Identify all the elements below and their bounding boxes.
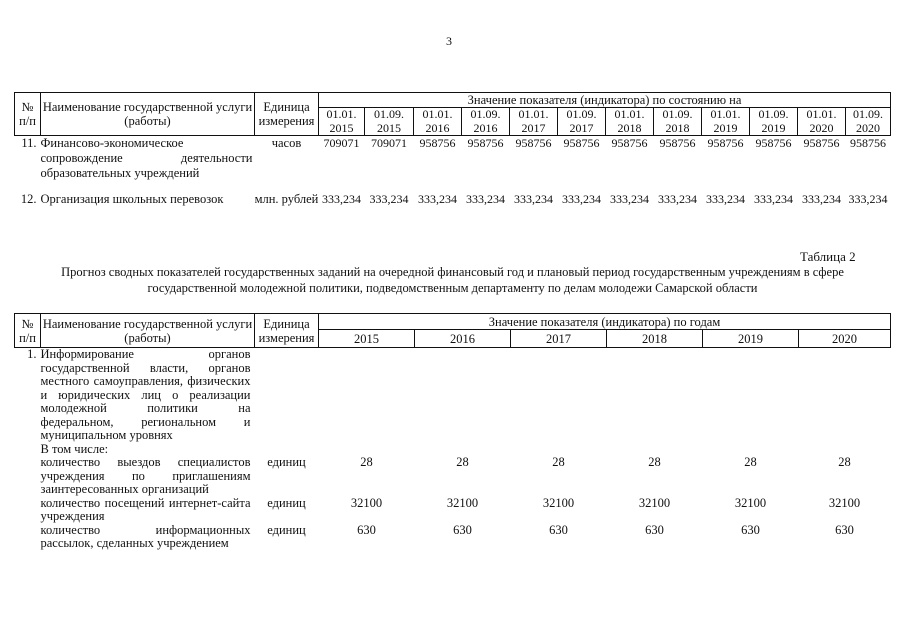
header-date: 01.01. 2020 bbox=[798, 108, 846, 136]
value-cell: 32100 bbox=[734, 495, 767, 510]
value-cell: 630 bbox=[741, 522, 760, 537]
value-cell: 333,234 bbox=[466, 191, 505, 206]
value-cell: 32100 bbox=[828, 495, 861, 510]
value-cell: 333,234 bbox=[418, 191, 457, 206]
header-unit: Единица измерения bbox=[255, 314, 319, 348]
header-service-name: Наименование государственной услуги (работы) bbox=[41, 93, 255, 136]
table-row bbox=[15, 443, 891, 457]
indicator-name: количество выездов специалистов учреждения по приглашениям заинтересованных организаций bbox=[40, 455, 251, 496]
header-date: 01.01. 2018 bbox=[606, 108, 654, 136]
header-date: 01.01. 2015 bbox=[319, 108, 365, 136]
value-cell: 630 bbox=[357, 522, 376, 537]
header-date: 01.09. 2016 bbox=[462, 108, 510, 136]
value-cell: 333,234 bbox=[322, 191, 361, 206]
unit: единиц bbox=[267, 522, 306, 537]
table-row bbox=[15, 524, 891, 551]
value-cell: 630 bbox=[549, 522, 568, 537]
value-cell: 333,234 bbox=[706, 191, 745, 206]
row-num: 11. bbox=[21, 136, 37, 150]
unit: единиц bbox=[267, 495, 306, 510]
value-cell: 709071 bbox=[371, 136, 407, 150]
header-date: 01.01. 2019 bbox=[702, 108, 750, 136]
value-cell: 958756 bbox=[755, 136, 792, 150]
table-label: Таблица 2 bbox=[800, 249, 856, 264]
value-cell: 32100 bbox=[350, 495, 383, 510]
header-date: 01.09. 2020 bbox=[846, 108, 891, 136]
value-cell: 958756 bbox=[707, 136, 744, 150]
value-cell: 958756 bbox=[563, 136, 600, 150]
value-cell: 333,234 bbox=[754, 191, 793, 206]
value-cell: 630 bbox=[645, 522, 664, 537]
value-cell: 28 bbox=[552, 455, 565, 469]
value-cell: 28 bbox=[360, 455, 373, 469]
value-cell: 630 bbox=[453, 522, 472, 537]
indicator-table-dates bbox=[14, 92, 891, 226]
value-cell: 28 bbox=[838, 455, 851, 469]
indicator-name: количество посещений интернет-сайта учреждения bbox=[40, 495, 251, 523]
page-number: 3 bbox=[446, 34, 452, 48]
value-cell: 709071 bbox=[323, 136, 360, 150]
value-cell: 333,234 bbox=[514, 191, 553, 206]
value-cell: 32100 bbox=[638, 495, 671, 510]
header-date: 01.09. 2017 bbox=[558, 108, 606, 136]
header-year: 2017 bbox=[511, 330, 607, 348]
value-cell: 32100 bbox=[542, 495, 575, 510]
header-service-name: Наименование государственной услуги (работы) bbox=[41, 314, 255, 348]
header-date: 01.09. 2019 bbox=[750, 108, 798, 136]
value-cell: 333,234 bbox=[369, 191, 409, 206]
header-values-by-date: Значение показателя (индикатора) по состоянию на bbox=[319, 93, 891, 108]
value-cell: 32100 bbox=[446, 495, 479, 510]
value-cell: 958756 bbox=[803, 136, 840, 150]
table-row bbox=[15, 348, 891, 443]
value-cell: 630 bbox=[835, 522, 854, 537]
indicator-name: количество информационных рассылок, сделанных учреждением bbox=[40, 522, 251, 550]
service-name: Финансово-экономическое сопровождение деятельности образовательных учреждений bbox=[40, 136, 253, 180]
value-cell: 333,234 bbox=[610, 191, 649, 206]
value-cell: 958756 bbox=[659, 136, 696, 150]
table-row bbox=[15, 192, 891, 226]
value-cell: 28 bbox=[456, 455, 469, 469]
header-unit: Единица измерения bbox=[255, 93, 319, 136]
table-row bbox=[15, 497, 891, 524]
header-year: 2015 bbox=[319, 330, 415, 348]
row-num: 1. bbox=[27, 347, 37, 361]
header-date: 01.01. 2017 bbox=[510, 108, 558, 136]
service-name: Информирование органов государственной власти, органов местного самоуправления, физических и юридических лиц о реализации молодежной политики на федеральном, региональном и муниципальном уровнях bbox=[40, 347, 251, 442]
including-label: В том числе: bbox=[40, 441, 109, 456]
service-name: Организация школьных перевозок bbox=[40, 191, 224, 206]
table-row bbox=[15, 456, 891, 497]
value-cell: 28 bbox=[744, 455, 757, 469]
unit: млн. рублей bbox=[254, 191, 319, 206]
unit: единиц bbox=[267, 455, 306, 469]
value-cell: 28 bbox=[648, 455, 661, 469]
value-cell: 333,234 bbox=[848, 191, 888, 206]
header-num: № п/п bbox=[15, 93, 41, 136]
header-year: 2020 bbox=[799, 330, 891, 348]
header-date: 01.09. 2015 bbox=[365, 108, 414, 136]
value-cell: 333,234 bbox=[802, 191, 841, 206]
value-cell: 958756 bbox=[850, 136, 887, 150]
header-year: 2019 bbox=[703, 330, 799, 348]
row-num: 12. bbox=[20, 191, 37, 206]
header-date: 01.09. 2018 bbox=[654, 108, 702, 136]
header-year: 2016 bbox=[415, 330, 511, 348]
value-cell: 958756 bbox=[515, 136, 552, 150]
value-cell: 958756 bbox=[467, 136, 504, 150]
indicator-table-years bbox=[14, 313, 891, 551]
value-cell: 333,234 bbox=[562, 191, 601, 206]
header-year: 2018 bbox=[607, 330, 703, 348]
value-cell: 958756 bbox=[611, 136, 648, 150]
table-title: Прогноз сводных показателей государственных заданий на очередной финансовый год и плановый период государственным учреждениям в сфере государственной молодежной политики, подведомственным департаменту по делам молодежи Самарской области bbox=[61, 265, 844, 295]
value-cell: 333,234 bbox=[658, 191, 697, 206]
header-num: № п/п bbox=[15, 314, 41, 348]
table-row bbox=[15, 136, 891, 192]
header-date: 01.01. 2016 bbox=[414, 108, 462, 136]
value-cell: 958756 bbox=[419, 136, 456, 150]
header-values-by-year: Значение показателя (индикатора) по годам bbox=[319, 314, 891, 330]
unit: часов bbox=[271, 136, 302, 150]
